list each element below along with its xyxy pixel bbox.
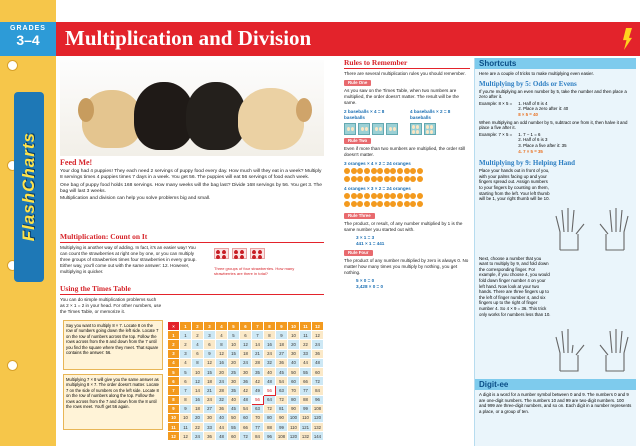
table-cell: 4 bbox=[216, 331, 228, 340]
table-cell: 110 bbox=[300, 413, 312, 422]
table-cell: 21 bbox=[204, 386, 216, 395]
table-cell: 10 bbox=[288, 331, 300, 340]
table-cell: 40 bbox=[216, 413, 228, 422]
table-cell: 70 bbox=[288, 386, 300, 395]
rules-section bbox=[344, 58, 470, 290]
table-cell: 40 bbox=[288, 358, 300, 367]
table-cell: 20 bbox=[288, 340, 300, 349]
table-cell: 9 bbox=[276, 331, 288, 340]
table-header-cell: 11 bbox=[300, 322, 312, 331]
table-cell: 32 bbox=[216, 395, 228, 404]
rule-three-example-a: 3 × 1 = 3 bbox=[356, 235, 375, 240]
table-cell: 6 bbox=[180, 377, 192, 386]
table-cell: 6 bbox=[240, 331, 252, 340]
table-cell: 42 bbox=[240, 386, 252, 395]
table-cell: 99 bbox=[276, 423, 288, 432]
table-cell: 42 bbox=[252, 377, 264, 386]
table-header-cell: 4 bbox=[216, 322, 228, 331]
table-cell: 77 bbox=[300, 386, 312, 395]
table-cell: 18 bbox=[204, 377, 216, 386]
table-cell: 72 bbox=[240, 432, 252, 441]
table-cell: 90 bbox=[288, 404, 300, 413]
table-cell: 66 bbox=[240, 423, 252, 432]
table-cell: 63 bbox=[276, 386, 288, 395]
table-cell: 40 bbox=[264, 367, 276, 376]
table-header-cell: 2 bbox=[192, 322, 204, 331]
table-cell: 50 bbox=[288, 367, 300, 376]
feed-me-p2: One bag of puppy food holds 168 servings. How many weeks will the bag last? Divide 168 servings by 56. You get 3. The bag will last 3 weeks. bbox=[60, 182, 322, 194]
brand-logo bbox=[14, 92, 44, 282]
table-cell: 28 bbox=[252, 358, 264, 367]
table-cell: 18 bbox=[240, 349, 252, 358]
table-header-cell: 5 bbox=[228, 322, 240, 331]
odd-text: When multiplying an odd number by 5, subtract one from it, then halve it and place a five after it. bbox=[479, 119, 628, 131]
even-step-2: 2. Place a zero after it: 40 bbox=[518, 106, 569, 112]
table-cell: 20 bbox=[192, 413, 204, 422]
table-cell: 60 bbox=[228, 432, 240, 441]
table-cell: 22 bbox=[192, 423, 204, 432]
table-cell: 96 bbox=[312, 395, 324, 404]
rule-three-example-b: 441 × 1 = 441 bbox=[356, 241, 385, 246]
table-cell: 7 bbox=[168, 386, 180, 395]
table-cell: 15 bbox=[228, 349, 240, 358]
table-cell: 12 bbox=[312, 331, 324, 340]
title-banner bbox=[56, 22, 640, 56]
table-cell: 35 bbox=[252, 367, 264, 376]
table-cell: 64 bbox=[264, 395, 276, 404]
table-cell: 12 bbox=[240, 340, 252, 349]
rule-one-text: As you saw on the Times Table, when two numbers are multiplied, the order doesn't matter. The result will be the same. bbox=[344, 88, 459, 105]
table-cell: 16 bbox=[192, 395, 204, 404]
table-cell: 8 bbox=[180, 395, 192, 404]
rule-four-text: The product of any number multiplied by zero is always 0. No matter how many times you multiply by nothing, you get nothing. bbox=[344, 258, 469, 275]
table-cell: 11 bbox=[180, 423, 192, 432]
table-cell: 27 bbox=[276, 349, 288, 358]
table-row bbox=[168, 349, 324, 358]
table-cell: 60 bbox=[312, 367, 324, 376]
table-cell: 4 bbox=[180, 358, 192, 367]
table-cell: 108 bbox=[276, 432, 288, 441]
table-header-cell: 12 bbox=[312, 322, 324, 331]
table-cell: 11 bbox=[300, 331, 312, 340]
table-cell: 9 bbox=[180, 404, 192, 413]
shortcuts-panel bbox=[474, 58, 636, 446]
feed-me-p1: Your dog had 4 puppies! They each need 2 servings of puppy food every day. How much will they eat in a week? Multiply 8 servings times 4 puppies times 7 days in a week. You get 56. The puppies will eat 56 servings of food each week. bbox=[60, 169, 322, 181]
table-header-cell: 10 bbox=[288, 322, 300, 331]
oranges-row-a bbox=[344, 168, 470, 184]
table-cell: 5 bbox=[168, 367, 180, 376]
table-cell: 108 bbox=[312, 404, 324, 413]
table-header-cell: 6 bbox=[240, 322, 252, 331]
table-cell: 121 bbox=[300, 423, 312, 432]
table-cell: 35 bbox=[228, 386, 240, 395]
table-cell: 36 bbox=[216, 404, 228, 413]
table-row bbox=[168, 413, 324, 422]
multiply-five-title: Multiplying by 5: Odds or Evens bbox=[479, 79, 577, 88]
feed-me-section bbox=[60, 158, 324, 202]
table-cell: 4 bbox=[168, 358, 180, 367]
table-cell: 16 bbox=[264, 340, 276, 349]
table-cell: 18 bbox=[192, 404, 204, 413]
top-strip bbox=[56, 0, 640, 22]
table-cell: 33 bbox=[300, 349, 312, 358]
table-cell: 66 bbox=[300, 377, 312, 386]
feed-me-p3: Multiplication and division can help you solve problems big and small. bbox=[60, 196, 211, 202]
table-cell: 8 bbox=[264, 331, 276, 340]
table-cell: 5 bbox=[228, 331, 240, 340]
shortcuts-title: Shortcuts bbox=[475, 58, 636, 69]
table-cell: 12 bbox=[168, 432, 180, 441]
rules-intro: There are several multiplication rules you should remember. bbox=[344, 71, 466, 76]
table-cell: 72 bbox=[276, 395, 288, 404]
multiply-nine-title: Multiplying by 9: Helping Hand bbox=[479, 159, 576, 168]
table-cell: 10 bbox=[168, 413, 180, 422]
open-hands-icon bbox=[552, 202, 632, 252]
table-cell: 45 bbox=[276, 367, 288, 376]
rules-title: Rules to Remember bbox=[344, 58, 470, 69]
table-cell: 5 bbox=[180, 367, 192, 376]
table-cell: 24 bbox=[216, 377, 228, 386]
table-cell: 44 bbox=[300, 358, 312, 367]
table-cell: 2 bbox=[168, 340, 180, 349]
table-cell: 81 bbox=[276, 404, 288, 413]
table-cell: 12 bbox=[204, 358, 216, 367]
table-cell: 56 bbox=[264, 386, 276, 395]
hand-text-1: Place your hands out in front of you, with your palms facing up and your fingers spread out. Assign numbers to your fingers by counting on them, starting from the left. Your left thumb will be 1, your right thumb will be 10. bbox=[479, 168, 550, 202]
table-cell: 12 bbox=[192, 377, 204, 386]
table-cell: 36 bbox=[276, 358, 288, 367]
table-cell: 3 bbox=[180, 349, 192, 358]
table-cell: 100 bbox=[288, 413, 300, 422]
grades-value: 3–4 bbox=[16, 32, 40, 48]
odd-result: 4. 7 × 5 = 35 bbox=[518, 148, 543, 154]
shortcuts-intro: Here are a couple of tricks to make multiplying even easier. bbox=[479, 71, 594, 76]
table-row bbox=[168, 367, 324, 376]
table-cell: 54 bbox=[276, 377, 288, 386]
brand-logo-text: FlashCharts bbox=[19, 132, 38, 242]
table-cell: 2 bbox=[180, 340, 192, 349]
grades-badge bbox=[0, 22, 56, 56]
table-cell: 10 bbox=[192, 367, 204, 376]
table-cell: 24 bbox=[204, 395, 216, 404]
table-header-cell: 3 bbox=[204, 322, 216, 331]
table-row bbox=[168, 331, 324, 340]
table-header-cell: 9 bbox=[276, 322, 288, 331]
table-cell: 14 bbox=[252, 340, 264, 349]
times-table-intro: You can do simple multiplication problems such as 2 × 1 = 2 in your head. For other numbers, use the Times Table, or memorize it. bbox=[60, 297, 162, 314]
table-cell: 55 bbox=[228, 423, 240, 432]
even-step-1: 1. Half of 8 is 4 bbox=[518, 100, 548, 106]
feed-me-title: Feed Me! bbox=[60, 158, 93, 167]
table-row bbox=[168, 395, 324, 404]
even-result: 8 × 5 = 40 bbox=[518, 111, 538, 117]
strawberry-caption: Three groups of four strawberries. How many strawberries are there in total? bbox=[214, 266, 295, 276]
table-cell: 120 bbox=[312, 413, 324, 422]
table-cell: 32 bbox=[264, 358, 276, 367]
grades-label: GRADES bbox=[10, 25, 46, 32]
digit-text: A digit is a word for a number symbol between 0 and 9. The numbers 0 and 9 are one-digit numbers. The numbers 10 and 99 are two-digit numbers. 100 and 999 are three-digit numbers, and so on. Each digit in a number represents a place, or a group of ten. bbox=[479, 392, 632, 414]
folded-finger-hands-icon bbox=[552, 323, 632, 373]
table-cell: 90 bbox=[276, 413, 288, 422]
table-cell: 33 bbox=[204, 423, 216, 432]
table-cell: 72 bbox=[264, 404, 276, 413]
table-cell: 30 bbox=[204, 413, 216, 422]
rule-one-example-b: 4 baseballs × 2 = 8 baseballs bbox=[410, 109, 451, 120]
table-cell: 48 bbox=[240, 395, 252, 404]
table-cell: 96 bbox=[264, 432, 276, 441]
page-title: Multiplication and Division bbox=[65, 26, 312, 50]
table-cell: 1 bbox=[168, 331, 180, 340]
puppies-photo bbox=[60, 60, 324, 156]
table-cell: 3 bbox=[204, 331, 216, 340]
table-cell: 11 bbox=[168, 423, 180, 432]
table-cell: 30 bbox=[240, 367, 252, 376]
table-cell: 10 bbox=[228, 340, 240, 349]
table-cell: 70 bbox=[252, 413, 264, 422]
digit-title: Digit-ee bbox=[475, 379, 636, 390]
times-table-section bbox=[60, 284, 324, 315]
table-cell: 120 bbox=[288, 432, 300, 441]
odd-step-2: 2. Half of 6 is 3 bbox=[518, 137, 548, 143]
table-cell: 3 bbox=[168, 349, 180, 358]
table-cell: 9 bbox=[204, 349, 216, 358]
table-header-row bbox=[168, 322, 324, 331]
table-cell: 14 bbox=[192, 386, 204, 395]
table-cell: 63 bbox=[252, 404, 264, 413]
example-box-1: Say you want to multiply 8 × 7. Locate 8 on the row of numbers going down the left side. Locate 7 on the row of numbers across the top. Follow the rows across from the 8 and down from the 7 until you find the square where they meet. That square contains the answer: 56. bbox=[63, 320, 163, 370]
table-cell: 60 bbox=[288, 377, 300, 386]
table-cell: 72 bbox=[312, 377, 324, 386]
odd-step-1: 1. 7 − 1 = 6 bbox=[518, 131, 541, 137]
table-cell: 15 bbox=[204, 367, 216, 376]
table-cell: 6 bbox=[204, 340, 216, 349]
table-cell: 21 bbox=[252, 349, 264, 358]
table-header-cell: × bbox=[168, 322, 180, 331]
rule-two-example-a: 3 oranges × 4 × 2 = 24 oranges bbox=[344, 161, 411, 166]
table-cell: 30 bbox=[228, 377, 240, 386]
table-cell: 24 bbox=[312, 340, 324, 349]
table-cell: 4 bbox=[192, 340, 204, 349]
rule-three-text: The product, or result, of any number multiplied by 1 is the same number you started out with. bbox=[344, 221, 463, 232]
table-cell: 27 bbox=[204, 404, 216, 413]
table-row bbox=[168, 386, 324, 395]
hand-text-2: Next, choose a number that you want to multiply by 9, and fold down the corresponding finger. For example, if you choose 4, you would fold down finger number 4 on your left hand. Now look at your two hands. There are three fingers up to the left of finger number 4, and six fingers up to the right of finger number 4. So 4 × 9 = 36. This trick only works for numbers less than 10. bbox=[479, 255, 551, 317]
table-row bbox=[168, 404, 324, 413]
rule-three-label: Rule Three bbox=[344, 213, 375, 219]
table-cell: 55 bbox=[300, 367, 312, 376]
table-cell: 110 bbox=[288, 423, 300, 432]
times-table-title: Using the Times Table bbox=[60, 284, 324, 295]
table-cell: 88 bbox=[300, 395, 312, 404]
table-cell: 60 bbox=[240, 413, 252, 422]
table-cell: 77 bbox=[252, 423, 264, 432]
even-example: Example: 8 × 5 = bbox=[479, 100, 513, 106]
rule-one-label: Rule One bbox=[344, 80, 371, 86]
table-cell: 8 bbox=[192, 358, 204, 367]
odd-example: Example: 7 × 5 = bbox=[479, 131, 513, 137]
table-cell: 44 bbox=[216, 423, 228, 432]
table-cell: 8 bbox=[216, 340, 228, 349]
times-table bbox=[167, 321, 324, 441]
table-cell: 84 bbox=[312, 386, 324, 395]
oranges-row-b bbox=[344, 193, 470, 209]
table-cell: 16 bbox=[216, 358, 228, 367]
rule-four-example-a: 5 × 0 = 0 bbox=[356, 278, 375, 283]
table-cell: 20 bbox=[216, 367, 228, 376]
table-cell: 49 bbox=[252, 386, 264, 395]
table-cell: 88 bbox=[264, 423, 276, 432]
rule-two-example-b: 4 oranges × 3 × 2 = 24 oranges bbox=[344, 186, 411, 191]
table-row bbox=[168, 377, 324, 386]
table-cell: 45 bbox=[228, 404, 240, 413]
table-cell: 36 bbox=[312, 349, 324, 358]
rule-four-label: Rule Four bbox=[344, 250, 373, 256]
table-cell: 1 bbox=[180, 331, 192, 340]
rule-two-label: Rule Two bbox=[344, 138, 371, 144]
table-cell: 84 bbox=[252, 432, 264, 441]
table-cell: 25 bbox=[228, 367, 240, 376]
even-text: If you're multiplying an even number by 5, take the number and then place a zero after it. bbox=[479, 88, 627, 100]
table-cell: 80 bbox=[288, 395, 300, 404]
rule-one-example-a: 2 baseballs × 4 = 8 baseballs bbox=[344, 109, 385, 120]
table-header-cell: 7 bbox=[252, 322, 264, 331]
table-cell: 40 bbox=[228, 395, 240, 404]
table-header-cell: 1 bbox=[180, 322, 192, 331]
table-cell: 9 bbox=[168, 404, 180, 413]
count-on-title: Multiplication: Count on It bbox=[60, 232, 324, 243]
table-cell: 48 bbox=[264, 377, 276, 386]
lightning-icon bbox=[622, 28, 632, 50]
table-cell: 48 bbox=[312, 358, 324, 367]
table-cell: 144 bbox=[312, 432, 324, 441]
table-cell: 56 bbox=[252, 395, 264, 404]
table-cell: 12 bbox=[216, 349, 228, 358]
table-row bbox=[168, 340, 324, 349]
table-header-cell: 8 bbox=[264, 322, 276, 331]
count-on-text: Multiplying is another way of adding. In fact, it's an easier way! You can count the strawberries at right one by one, or you can multiply three groups of strawberries times four strawberries in every group. Either way, you'll come out with the same answer: 12. However, multiplying is quicker. bbox=[60, 245, 197, 274]
table-cell: 6 bbox=[192, 349, 204, 358]
table-cell: 30 bbox=[288, 349, 300, 358]
example-box-2: Multiplying 7 × 8 will give you the same answer as multiplying 8 × 7. The order doesn't matter. Locate 7 on the side of numbers on the left side. Locate 8 on the row of numbers along the top. Follow the rows across from the 7 and down from the 8 until the rows meet. You'll get 56 again. bbox=[63, 374, 163, 430]
odd-step-3: 3. Place a five after it: 35 bbox=[518, 142, 567, 148]
table-cell: 12 bbox=[180, 432, 192, 441]
table-cell: 99 bbox=[300, 404, 312, 413]
table-cell: 2 bbox=[192, 331, 204, 340]
table-cell: 24 bbox=[240, 358, 252, 367]
table-cell: 18 bbox=[276, 340, 288, 349]
table-cell: 50 bbox=[228, 413, 240, 422]
table-cell: 54 bbox=[240, 404, 252, 413]
table-cell: 6 bbox=[168, 377, 180, 386]
table-cell: 10 bbox=[180, 413, 192, 422]
rule-four-example-b: 3,428 × 0 = 0 bbox=[356, 284, 384, 289]
table-cell: 7 bbox=[180, 386, 192, 395]
table-row bbox=[168, 432, 324, 441]
table-cell: 24 bbox=[192, 432, 204, 441]
table-cell: 80 bbox=[264, 413, 276, 422]
strawberry-groups bbox=[214, 246, 314, 276]
table-row bbox=[168, 423, 324, 432]
table-cell: 132 bbox=[300, 432, 312, 441]
table-cell: 20 bbox=[228, 358, 240, 367]
table-cell: 132 bbox=[312, 423, 324, 432]
table-cell: 24 bbox=[264, 349, 276, 358]
table-cell: 36 bbox=[240, 377, 252, 386]
table-cell: 8 bbox=[168, 395, 180, 404]
table-cell: 36 bbox=[204, 432, 216, 441]
table-cell: 28 bbox=[216, 386, 228, 395]
table-cell: 7 bbox=[252, 331, 264, 340]
table-cell: 22 bbox=[300, 340, 312, 349]
table-row bbox=[168, 358, 324, 367]
rule-two-text: Even if more than two numbers are multiplied, the order still doesn't matter. bbox=[344, 146, 466, 157]
table-cell: 48 bbox=[216, 432, 228, 441]
